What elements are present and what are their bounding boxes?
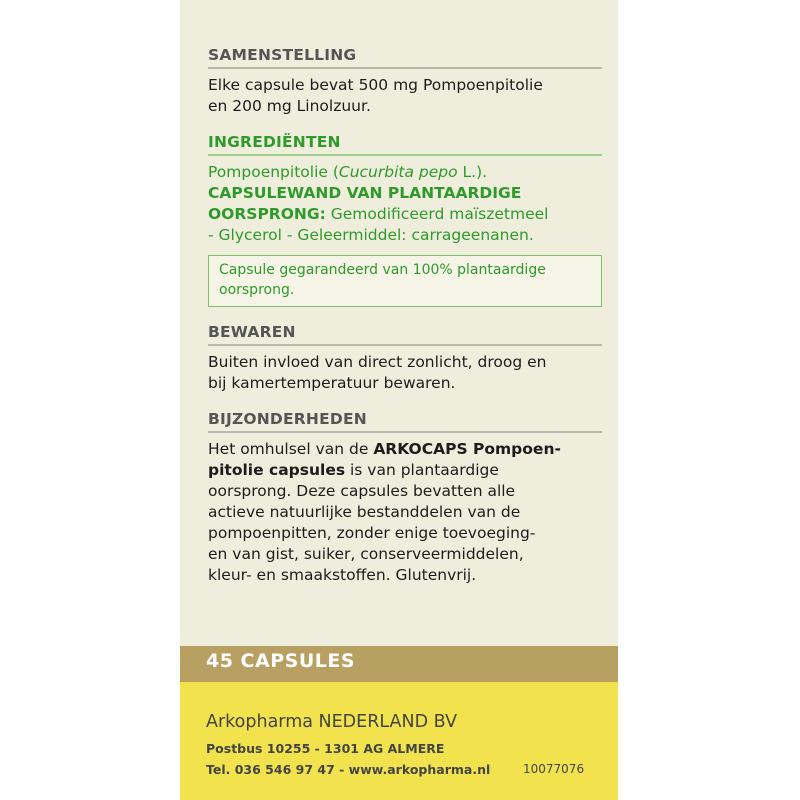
company-suffix: NEDERLAND BV — [312, 712, 458, 732]
bijz-brand-2: pitolie capsules — [208, 461, 346, 479]
ingredienten-heading: INGREDIËNTEN — [208, 133, 341, 151]
bijzonderheden-section — [208, 410, 608, 586]
ingredienten-line-2 — [208, 183, 608, 204]
bijzonderheden-line-2 — [208, 460, 608, 481]
bijz-text-2: is van plantaardige — [345, 461, 499, 479]
bijzonderheden-heading: BIJZONDERHEDEN — [208, 410, 367, 428]
plant-origin-line-1: Capsule gegarandeerd van 100% plantaardige — [219, 262, 546, 278]
bewaren-line-2: bij kamertemperatuur bewaren. — [208, 374, 456, 392]
bijzonderheden-line-4: actieve natuurlijke bestanddelen van de — [208, 503, 521, 521]
ingredient-latin-name: Cucurbita pepo — [338, 163, 458, 181]
oorsprong-label: OORSPRONG: — [208, 205, 326, 223]
samenstelling-line-2: en 200 mg Linolzuur. — [208, 97, 371, 115]
ingredient-additives: - Glycerol - Geleermiddel: carrageenanen. — [208, 226, 534, 244]
company-brand: Arkopharma — [206, 712, 313, 732]
bijzonderheden-line-6: en van gist, suiker, conserveermiddelen, — [208, 545, 524, 563]
bewaren-line-1: Buiten invloed van direct zonlicht, droog en — [208, 353, 547, 371]
bijz-brand-1: ARKOCAPS Pompoen- — [373, 440, 561, 458]
ingredienten-line-1 — [208, 162, 608, 183]
bijzonderheden-line-1 — [208, 439, 608, 460]
ingredienten-rule — [208, 154, 602, 156]
samenstelling-line-1: Elke capsule bevat 500 mg Pompoenpitolie — [208, 76, 543, 94]
capsulewand-label: CAPSULEWAND VAN PLANTAARDIGE — [208, 184, 522, 202]
label-content — [208, 46, 608, 586]
bewaren-heading: BEWAREN — [208, 323, 296, 341]
product-code: 10077076 — [523, 762, 585, 776]
bijzonderheden-line-7: kleur- en smaakstoffen. Glutenvrij. — [208, 566, 477, 584]
samenstelling-rule — [208, 67, 602, 69]
bijzonderheden-rule — [208, 431, 602, 433]
plant-origin-box — [208, 255, 602, 307]
ingredienten-line-4 — [208, 225, 608, 246]
samenstelling-heading: SAMENSTELLING — [208, 46, 357, 64]
oorsprong-text: Gemodificeerd maïszetmeel — [325, 205, 549, 223]
bijzonderheden-line-3: oorsprong. Deze capsules bevatten alle — [208, 482, 516, 500]
company-name — [206, 712, 457, 732]
contact-line: Tel. 036 546 97 47 - www.arkopharma.nl — [206, 762, 491, 777]
ingredienten-line-3 — [208, 204, 608, 225]
capsule-count: 45 CAPSULES — [206, 650, 356, 672]
postal-address: Postbus 10255 - 1301 AG ALMERE — [206, 741, 445, 756]
bijzonderheden-line-5: pompoenpitten, zonder enige toevoeging- — [208, 524, 536, 542]
bijz-text-1: Het omhulsel van de — [208, 440, 374, 458]
plant-origin-line-2: oorsprong. — [219, 282, 295, 298]
ingredient-oil-end: L.). — [457, 163, 488, 181]
bewaren-section — [208, 323, 608, 394]
bewaren-rule — [208, 344, 602, 346]
ingredient-oil: Pompoenpitolie ( — [208, 163, 339, 181]
ingredienten-section — [208, 133, 608, 307]
